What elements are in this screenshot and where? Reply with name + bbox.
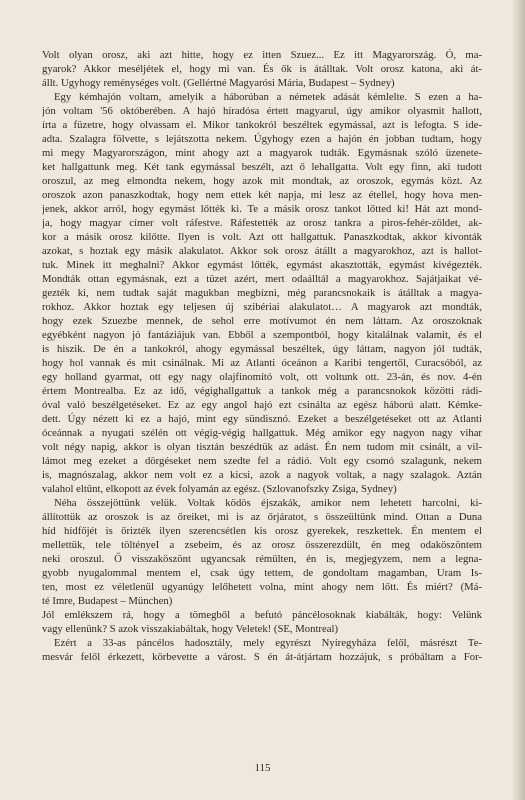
paragraph-2 <box>42 90 482 496</box>
paragraph-1 <box>42 48 482 90</box>
text-line: té Imre, Budapest – München) <box>42 595 173 607</box>
text-line: írta a füzetre, hogy olvassam el. Mikor tankokról beszéltek egymással, azt is lefogta. S ide- <box>42 119 482 131</box>
page-body-text <box>42 48 482 664</box>
text-line: Egy kémhajón voltam, amelyik a háborúban a németek adását kémlelte. S ezen a ha- <box>54 91 482 103</box>
text-line: gyobb nyugalommal mentem el, csak úgy tettem, de gondoltam magamban, Uram Is- <box>42 567 482 579</box>
page-edge-shadow <box>511 0 525 800</box>
text-line: azokat, s hoztak egy másik alakulatot. Akkor sok orosz átállt a magyarokhoz, azt is hallot- <box>42 245 482 257</box>
text-line: mellettük, tele töltényeI a zsebeim, és az orosz összerezdült, én meg odaköszöntem <box>42 539 482 551</box>
text-line: állítottük az oroszok is az őreiket, mi is az őrjáratot, s összeültünk mind. Ottan a Duna <box>42 511 482 523</box>
text-line: ket hallgattunk meg. Két tank egymással beszélt, azt ő lehallgatta. Volt egy finn, aki tudott <box>42 161 482 173</box>
text-line: ja, hogy magyar címer volt ráfestve. Ráfestették az orosz tankra a piros-fehér-zöldet, ak- <box>42 217 482 229</box>
text-line: adta. Szalagra fölvette, s lejátszotta nekem. Úgyhogy ezen a hajón én jobban tudtam, hogy <box>42 133 482 145</box>
text-line: híd hídfőjét is őrizték ilyen szerencsétlen kis orosz gyerekek, reszkettek. Én mentem el <box>42 525 482 537</box>
text-line: Ezért a 33-as páncélos hadosztály, mely egyrészt Nyíregyháza felől, másrészt Te- <box>54 637 482 649</box>
paragraph-3 <box>42 496 482 608</box>
text-line: rokhoz. Akkor hoztak egy teljesen új szibériai alakulatot… A magyarok azt mondták, <box>42 301 482 313</box>
text-line: jón voltam '56 októberében. A hajó híradósa értett magyarul, úgy amikor olyasmit hallott, <box>42 105 482 117</box>
text-line: óval való beszélgetéseket. Ez az egy angol hajó ezt csinálta az egész háború alatt. Kémke- <box>42 399 482 411</box>
text-line: vagy ellenünk? S azok visszakiabáltak, hogy Veletek! (SE, Montreal) <box>42 623 338 635</box>
paragraph-5 <box>42 636 482 664</box>
text-line: Jól emlékszem rá, hogy a tömegből a befutó páncélosoknak kiabálták, hogy: Velünk <box>42 609 482 621</box>
text-line: lámot meg ezeket a dörgéseket nem szedte fel a rádió. Volt egy csomó szalagunk, nekem <box>42 455 482 467</box>
text-line: tuk. Minek itt meghalni? Akkor egymást lőtték, egymást akasztották, egymást kivégezték. <box>42 259 482 271</box>
text-line: ten, most ez véletlenül ugyanúgy lelőhetett volna, mint ahogy nem lőtt. És miért? (Má- <box>42 581 482 593</box>
text-line: Mondták ottan egymásnak, ezt a tüzet azért, mert odaálltál a magyarokhoz. Sajátjaikat vé- <box>42 273 482 285</box>
text-line: dett. Úgy nézett ki ez a hajó, mint egy sündisznó. Ezeket a beszélgetéseket ott az Atlanti <box>42 413 482 425</box>
text-line: volt négy napig, akkor is olyan tisztán beszédtük az adást. Én nem tudom mit csinált, a vil- <box>42 441 482 453</box>
text-line: állt. Ugyhogy reménységes volt. (Gellértné Magyarósi Mária, Budapest – Sydney) <box>42 77 395 89</box>
text-line: jenek, akkor arról, hogy egymást lőtték ki. Te a másik orosz tankot lőtted ki! Hát azt mond- <box>42 203 482 215</box>
text-line: hogy ezek Szuezbe mennek, de sehol erre motívumot én nem láttam. Az oroszoknak <box>42 315 482 327</box>
text-line: gezték ki, nem tudtak saját magukban megbízni, még parancsnokaik is átálltak a magya- <box>42 287 482 299</box>
text-line: Volt olyan orosz, aki azt hitte, hogy ez itten Szuez... Ez itt Magyarország. Ó, ma- <box>42 49 482 61</box>
text-line: neki oroszul. Ő visszaköszönt ugyancsak rémülten, én is, megjegyzem, nem a legna- <box>42 553 482 565</box>
text-line: óceánnak a nyugati szélén ott végig-végig hallgattuk. Még amikor egy nagyon nagy vihar <box>42 427 482 439</box>
text-line: valahol eltűnt, elkopott az évek folyamán az egész. (Szlovanofszky Zsiga, Sydney) <box>42 483 397 495</box>
text-line: is hiszik. De én a tankokról, ahogy egymással beszéltek, úgy láttam, nagyon jól tudták, <box>42 343 482 355</box>
text-line: kor a másik orosz kilőtte. Ilyen is volt. Azt ott hallgattuk. Panaszkodtak, akkor kivonták <box>42 231 482 243</box>
text-line: hogy hol vannak és mit csinálnak. Mi az Atlanti óceánon a Karibi tengertől, Curacsóból, az <box>42 357 482 369</box>
text-line: oroszul, az meg elmondta nekem, hogy azok mit mondtak, az oroszok, egymás közt. Az <box>42 175 482 187</box>
text-line: gyarok? Akkor meséljétek el, hogy mi van. És ők is átálltak. Volt orosz katona, aki át- <box>42 63 482 75</box>
text-line: Néha összejöttünk velük. Voltak ködös éjszakák, amikor nem lehetett harcolni, ki- <box>54 497 482 509</box>
text-line: egyébként nagyon jó fantáziájuk van. Ebből a szempontból, hogy kitalálnak valamit, és el <box>42 329 482 341</box>
paragraph-4 <box>42 608 482 636</box>
text-line: egy holland gyarmat, ott egy nagy olajfinomító volt, ott voltunk ott. 23-án, és nov. 4-én <box>42 371 482 383</box>
page-number: 115 <box>254 762 271 774</box>
text-line: oroszok azon panaszkodtak, hogy nem ettek két napja, mi lesz az étellel, hogy hova men- <box>42 189 482 201</box>
text-line: értem Montrealba. Ez az idő, végighallgattuk a tankok még a parancsnokok közötti rádi- <box>42 385 482 397</box>
text-line: is, magnószalag, akkor nem volt ez a kicsi, azok a nagyok voltak, a nagy szalagok. Aztán <box>42 469 482 481</box>
text-line: mesvár felől érkezett, körbevette a várost. S én át-átjártam hozzájuk, s próbáltam a For- <box>42 651 482 663</box>
text-line: mi megy Magyarországon, mint ahogy azt a magyarok tudták. Egymásnak szóló üzenete- <box>42 147 482 159</box>
